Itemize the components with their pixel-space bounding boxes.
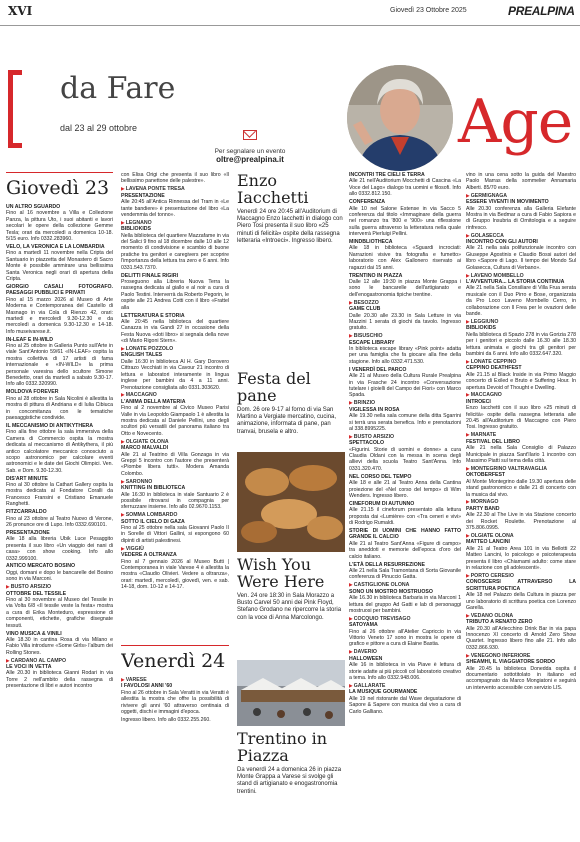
- section-title-red: Age: [458, 87, 573, 157]
- event-title: IN-LEAF E IN-WILD: [6, 336, 53, 343]
- feature-text: Ven. 24 ore 18:30 in Sala Morazzo a Busto Carvel 50 anni dei Pink Floyd, Stefano Grodano ne ripercorre la storia con la voce di Anna Marcolongo.: [237, 593, 342, 621]
- event-item: [349, 474, 461, 500]
- newspaper-logo: PREALPINA: [508, 4, 575, 18]
- event-text: Fino al 30 novembre al Museo del Tessile in via Volta 6/8 «Il tessile veste la festa» mostra a cura di Erika Monteduro, espressione di componenti, etichette, grafiche disegnate tessuti.: [6, 596, 113, 629]
- event-item: [121, 352, 229, 390]
- event-title: INCONTRI TRE CIELI E TERRA: [349, 172, 425, 178]
- event-text: Alle 18 e alle 21 al Teatro Anna della Cantina proiezione del «Nel corso del tempo» di Wim Wenders. Ingresso libero.: [349, 480, 461, 499]
- event-text: Dalle 16:30 in biblioteca Al H. Gary Dorovero Cittrazo Vecchiati in via Cavour 21 incontro di lettura e laboratori interamente in lingua inglese per bambini da 4 a 11 anni. Prenotazione consigliata allo 0331.303620.: [121, 358, 229, 391]
- event-text: Fino al 25 ottobre in Galleria Punto sull'Arte in viale Sant'Antonio 59/61 «IN-LEAF» ospita la mostra collettiva di 17 artisti di fama internazionale e «IN-WILD» la prima personale varesina dello scultore Simone Benedetto, orari da martedì a sabato 9.30-17. Info allo 0332.320990.: [6, 343, 113, 388]
- event-location: ▶ BUSTO ARSIZIO: [6, 584, 113, 590]
- event-text: Fino alla fine ottobre la sala immersiva della Camera di Commercio ospita la mostra dedicata al meccanismo di Antikythera, il più antico calcolatore meccanico conosciuto a scopo astronomico per calcolare eventi astronomici e le date dei Giochi Olimpici. Ven. Sab. e Dom. 9.30-12.30.: [6, 429, 113, 474]
- event-text: con Elisa Origi che presenta il suo libro «Il bellissimo panettone delle palestre».: [121, 172, 229, 185]
- event-item: [349, 306, 461, 332]
- event-text: Nella biblioteca di Spazio 278 in via Gorizia 278 per i genitori e piccolo dalle 16.30 alle 18.30 lettura animata e giochi tra gli genitori per bambini da 6 anni. Info allo 0332.647.320.: [466, 331, 576, 357]
- event-title: MINDBLIOTHECA: [349, 239, 393, 246]
- event-title: ESCAPE LIBRARY: [349, 339, 395, 346]
- feature-festa: [237, 370, 345, 436]
- event-text: Dalle 12 alle 19:30 in piazza Monte Grappa i sono le bancarelle dell'artigianato e dell'enogastronomia tipiche trentine.: [349, 279, 461, 298]
- header-date: Giovedì 23 Ottobre 2025: [390, 7, 467, 14]
- bread-photo: [237, 452, 345, 552]
- day-heading-friday: Venerdì 24: [121, 650, 226, 672]
- event-title: I FAVOLOSI ANNI '60: [121, 683, 173, 690]
- event-text: Fino al 2 novembre al Civico Museo Parisi Valle in via Leopoldo Giampaolo 1 è allestita la mostra dedicata al Daniele Pellini, uno degli scultori più versatili del panorama italiano tra Otto e Novecento.: [121, 405, 229, 437]
- event-text: Al Monte Montegrino dalle 19.30 apertura delle stand gastronomico e dalle 21 di concerto con la musica dal vivo.: [466, 478, 576, 498]
- event-list: [6, 204, 113, 690]
- event-title: SPETTACOLO: [349, 440, 385, 447]
- event-location: ▶ LEGGIUNO: [466, 319, 576, 325]
- event-text: Alle 20.30 in biblioteca Gianni Rodari in via Torre 2 nell'ambito della rassegna di presentazione di libri e autori incontro: [6, 670, 113, 690]
- event-text: Alle 21 nella Sala Tramontana di Sorta Giovanile conferenza di Pinuccio Gatta.: [349, 567, 461, 581]
- day-heading-thursday: Giovedì 23: [6, 177, 110, 199]
- event-item: [6, 423, 113, 474]
- event-title: LE VOCI IN VETTA: [6, 664, 52, 671]
- event-text: Fino al 25 ottobre nella sala Giovanni Paolo II in Sorelle di Vittori Gallini, si espongono 60 dipinti di artisti palestinesi.: [121, 525, 229, 544]
- event-title: VEDERE A OLTRANZA: [121, 552, 177, 559]
- event-text: Alle 20.45 la biblioteca Donedda ospita il documentario sottotitolato in italiano ed accompagnato da Marco Mongiatoni e seguirà un intervento accessibile con servizio LIS.: [466, 665, 576, 691]
- feature-title: Festa del pane: [237, 369, 311, 405]
- event-item: [6, 244, 113, 282]
- event-text: Alle 21 al Teatro Area 101 in via Bellotti 22 Matteo Lancini, lo psicologo e psicoterapeuta presenta il libro «Chiamami adulto: come stare in relazione con gli adolescenti».: [466, 545, 576, 571]
- event-title: PARTY BAND: [466, 505, 500, 512]
- event-text: Enzo Iacchetti con il suo libro «25 minuti di felicità» ospite della rassegna letteraria alle 20.45 all'Auditorium di Maccagno con Piero Tosi. Ingresso gratuito.: [466, 405, 576, 431]
- event-title: INTROECI: [466, 398, 491, 405]
- event-text: Alle 18 nel Palazzo della Cultura in piazza per uno laboratorio di scrittura poetica con Lorenzo Garella.: [466, 592, 576, 611]
- event-item: [349, 367, 461, 399]
- event-item: [6, 284, 113, 335]
- day-divider: [6, 172, 113, 173]
- event-item: [349, 239, 461, 271]
- event-title: ANTICO MERCATO BOSINO: [6, 563, 75, 570]
- event-location: ▶ MACCAGNO: [121, 392, 229, 398]
- event-item: [6, 204, 113, 242]
- event-location: ▶ LAVENO MOMBELLO: [466, 273, 576, 279]
- event-text: Alle 21 nella Sala Consiglio di Palazzo Municipale in piazza Sant'Ilario 1 incontro con Massimo Piatti sul tema della città.: [466, 445, 576, 464]
- event-title: IL MECCANISMO DI ANTIKYTHERA: [6, 422, 94, 429]
- event-item: [121, 273, 229, 311]
- event-title: MARCO MALVALDI: [121, 445, 169, 452]
- event-text: Alle 21 nella Sala Consiliare di Villa Frua serata musicale con il Duo Pirro e Bose, organizzata da Pro Loco Laveno Mombello Cerro, in collaborazione con Il Frea per le ovazioni delle bande.: [466, 285, 576, 318]
- event-item: [121, 172, 229, 185]
- event-item: [466, 239, 576, 271]
- event-item: [121, 193, 229, 219]
- event-location: ▶ LEGNANO: [121, 220, 229, 226]
- event-list: [349, 172, 461, 715]
- event-location: ▶ BISUSCHIO: [349, 333, 461, 339]
- event-item: [6, 509, 113, 528]
- event-location: ▶ BUSTO ARSIZIO: [349, 434, 461, 440]
- event-title: OKTOBERFEST: [466, 472, 506, 479]
- event-location: ▶ VENEGONO INFERIORE: [466, 653, 576, 659]
- event-title: BIBLIOKIDS: [466, 325, 496, 332]
- event-item: [121, 445, 229, 477]
- event-list: [466, 172, 576, 691]
- event-item: [6, 631, 113, 657]
- event-title: CONOSCERSI ATTRAVERSO LA SCRITTURA POETICA: [466, 579, 576, 592]
- event-title: SATOYAMA: [349, 622, 378, 629]
- event-item: [6, 389, 113, 421]
- event-location: ▶ OLGIATE OLONA: [121, 439, 229, 445]
- event-item: [121, 717, 229, 723]
- event-title: DIS'ART MINUTE: [6, 475, 48, 482]
- event-item: [349, 589, 461, 615]
- event-text: Ingresso libero. Info allo 0332.255.260.: [121, 716, 211, 723]
- event-item: [466, 279, 576, 317]
- event-location: ▶ PORTO CERESIO: [466, 573, 576, 579]
- event-text: Alle 16:30 in biblioteca in viale Santuario 2 è possibile ritrovarsi in compagnia per sferruzzare insieme. Info allo 02.9670.1153.: [121, 491, 229, 511]
- event-item: [121, 313, 229, 345]
- event-title: PRESENTAZIONE: [121, 192, 165, 199]
- event-text: Alle 21 nella sala polifunzionale incontro con Giuseppe Agostinis e Claudio Bossi autori del libro «Sapore di Lago. Il tempo dei Mondo Sul Golasecca, Cultura di Verbano».: [466, 245, 576, 271]
- event-title: I VENERDÌ DEL PARCO: [349, 366, 407, 373]
- event-title: L'AVVENTURA... LA STORIA CONTINUA: [466, 279, 565, 285]
- event-location: ▶ MORNAGO: [466, 499, 576, 505]
- event-item: [6, 337, 113, 388]
- event-location: ▶ BRINZIO: [349, 400, 461, 406]
- event-text: Proseguono alla Libreria Nuova Terra la rassegna dedicata al giallo e al noir a cura di Paolo Testini. Interverrà da Roberto Pegorin, le ospite alle 21 Andrea Cotti con il libro «Frattel alla: [121, 279, 229, 311]
- event-title: L'ANIMA DELLA MATERIA: [121, 398, 186, 405]
- event-location: ▶ CASTIGLIONE OLONA: [349, 582, 461, 588]
- event-title: LETTERATURA E STORIA: [121, 312, 185, 319]
- event-item: [349, 172, 461, 198]
- event-location: ▶ COCQUIO TREVISAGO: [349, 616, 461, 622]
- event-item: [349, 440, 461, 472]
- event-location: ▶ LAVENA PONTE TRESA: [121, 186, 229, 192]
- event-title: KNITTING IN BIBLIOTECA: [121, 485, 186, 492]
- event-text: Alle 19.30 nella sala comune della ditta Sgarrini si terrà una serata benefica. Info e prenotazioni al 338.8995225.: [349, 413, 461, 432]
- event-item: [349, 622, 461, 648]
- event-title: LA MUSIQUE GOURMANDE: [349, 689, 418, 696]
- mail-address[interactable]: oltre@prealpina.it: [216, 155, 284, 164]
- red-bracket-ornament: [8, 70, 22, 148]
- event-title: L'ETÀ DELLA RESURREZIONE: [349, 561, 425, 568]
- event-item: [466, 439, 576, 465]
- event-title: TRIBUTO A RENATO ZERO: [466, 619, 533, 626]
- feature-title: Trentino in Piazza: [237, 729, 328, 765]
- envelope-icon: [243, 130, 257, 140]
- event-title: CINEFORUM DI AUTUNNO: [349, 500, 415, 507]
- event-title: PRESENTAZIONE: [6, 529, 50, 536]
- event-text: Alle 21.15 il cineforum presentato alla lettura proposta dai «Lumière» con «Tra ceneri e vivi» di Rodrigo Rumaldi.: [349, 507, 461, 527]
- event-text: Alle 21 al Teatro Sant'Anna «Figure di campo» tra aneddoti e memorie dell'epoca d'oro del calcio italiano.: [349, 540, 461, 560]
- event-text: Fino al 15 marzo 2026 al Museo di Arte Moderna e Contemporanea del Castello di Masnago in via Cola di Rienzo 42, orari: martedì e mercoledì 9.30-12.30 e da mercoledì a domenica 9.30-12.30 e 14-18. Info museivarese.it.: [6, 296, 113, 335]
- event-title: BIBLIOKIDS: [121, 226, 151, 233]
- column-1: [6, 172, 113, 691]
- event-item: [6, 664, 113, 690]
- event-location: ▶ VEDANO OLONA: [466, 613, 576, 619]
- event-title: HALLOWEEN: [349, 655, 383, 662]
- column-2-lower: [121, 645, 229, 725]
- mail-caption: Per segnalare un evento: [214, 148, 286, 155]
- section-title: da Fare: [60, 71, 176, 106]
- event-item: [466, 579, 576, 611]
- event-item: [121, 226, 229, 271]
- event-title: ESSERE VIVENTI IN MOVIMENTO: [466, 199, 549, 206]
- event-list: [121, 677, 229, 723]
- column-4: [349, 172, 461, 716]
- event-location: ▶ LONATE CEPPINO: [466, 359, 576, 365]
- event-item: [6, 563, 113, 582]
- event-item: [349, 273, 461, 299]
- column-2: [121, 172, 229, 592]
- feature-text: Dom. 26 ore 9-17 al forno di via San Martino a Vergiate mercatino, cucina, animazione, informata di pane, pan tranvai, brusela e altro.: [237, 407, 337, 435]
- event-title: CONFERENZA: [349, 199, 386, 206]
- event-title: OTTOBRE DEL TESSILE: [6, 590, 67, 597]
- event-text: Fino al 26 ottobre all'Atelier Capriccio in via Vittorio Veneto 17 sono in mostra le opere di grafico e pittore a cura di Elaine Bastia.: [349, 628, 461, 648]
- event-location: ▶ LONATE POZZOLO: [121, 346, 229, 352]
- event-title: VELO, LA VERONICA E LA LOMBARDIA: [6, 243, 105, 250]
- event-text: Alle 20:45 all'Antica Rinnessa del Tram in «Le tante bandiere» è presentazione del libro «La vendemmia del tonno».: [121, 199, 229, 218]
- event-text: Alle 20.30 all'Arlecchino Drink Bar in via papa Innocenzo XI concerto di Arnold Zero Show Quartet. Ingresso libero fino alle 21. Info allo 0332.866.930.: [466, 625, 576, 651]
- event-location: ▶ GOLASECCA: [466, 233, 576, 239]
- event-item: [466, 325, 576, 357]
- event-text: Alle 16.30 in biblioteca Barbaria in via Marconi 1 lettura del gruppo Ad Gatti e lab di personaggi mostruosi per bambini.: [349, 595, 461, 614]
- event-title: TRENTINO IN PIAZZA: [349, 272, 403, 279]
- event-text: Alle 22.30 al The Live in via Stazione concerto dei Rocket Roulette. Prenotazione al 375.806.0995.: [466, 512, 576, 532]
- event-text: Alle 18.30 in cantina Rosa di via Milano e Fabio Villa introdurre «Some Girls» l'album dei Rolling Stones.: [6, 636, 113, 656]
- event-text: Alle 21 al Museo della Cultura Rurale Prealpina in via Frasche 24 incontro «Conversazione tutelare i gioielli del Campo dei Fiori» con Marco Spada.: [349, 373, 461, 399]
- event-text: vino in una cena sotto la guida del Maestro Paolo Marras della sommelier Annamaria Alberti. 85/70 euro.: [466, 172, 576, 191]
- feature-title: Enzo Iacchetti: [237, 171, 309, 207]
- event-text: Alle 20:45 nella biblioteca del quartiere Canazza in via Gandi 27 in occasione della Festa Nuova «doti libro» si segnala della nove «di Mario Rigoni Stern».: [121, 318, 229, 345]
- event-item: [466, 399, 576, 431]
- event-title: SONO UN MOSTRO MOSTRUOSO: [349, 588, 433, 595]
- event-location: ▶ SOMMA LOMBARDO: [121, 512, 229, 518]
- event-item: [466, 659, 576, 691]
- event-location: ▶ VARESE: [121, 677, 229, 683]
- piazza-photo: [237, 660, 345, 726]
- event-location: ▶ MACCAGNO: [466, 392, 576, 398]
- event-location: ▶ CARDANO AL CAMPO: [6, 658, 113, 664]
- event-text: Fino al 23 ottobre al Teatro Nuovo di Verone, 26 pronunce ore di Lupo. Info 0332.690101.: [6, 515, 113, 528]
- event-item: [6, 591, 113, 629]
- event-title: VIGILESSA IN ROSA: [349, 406, 400, 413]
- event-item: [466, 619, 576, 651]
- event-title: MATTEO LANCINI: [466, 539, 510, 546]
- event-title: SHEAMHI, IL VIAGGIATORE SORDO: [466, 659, 556, 666]
- event-text: Alle 19 nel ristorante dal Wave degustazione di Sapore & Sapere con musica dal vivo a cura di Carlo Galliano.: [349, 695, 461, 715]
- event-text: Fino al 30 ottobre la Cathart Gallery ospita la mostra dedicata al Fondatore Coralli da Francesco Fransini e Cristiano Emanuele Ranghetti.: [6, 482, 113, 508]
- event-item: [349, 689, 461, 715]
- event-item: [349, 656, 461, 682]
- feature-title: Wish You Were Here: [237, 555, 325, 591]
- event-text: Fino al 16 novembre a Villa e Collezione Panza, la pittura Uto, i suoi abitanti e lavori secolari le opere della collezione Gemme Tesla; orari da mercoledì a domenica 10-18. 5/15 euro. Info 0332.283960.: [6, 210, 113, 243]
- event-text: Dalle 20.30 alle 23.30 in Sala Letture in via Mazzini 1 serata di giochi da tavolo. Ingresso gratuito.: [349, 312, 461, 332]
- event-item: [349, 340, 461, 366]
- event-title: NEL CORSO DEL TEMPO: [349, 473, 412, 480]
- event-text: Fino al 28 ottobre in Sala Nicolini è allestita la mostra di pittura di Andriana e di Iulia Cibiuca in concomitanza con le tematiche paesaggistiche condivide.: [6, 395, 113, 421]
- event-text: Alle 10 nel Salone Estense in via Sacco 5 conferenza dal titolo «Immaginare della guerra nel romanzo tra '800 e '900» una riflessione sulla guerra attraverso la letteratura nella quale interverrà Pierluigi Pellini.: [349, 205, 461, 238]
- event-item: [121, 519, 229, 545]
- event-item: [6, 530, 113, 562]
- event-item: [349, 528, 461, 560]
- event-text: Oggi, domani e dopo le bancarelle del Bosino sono in via Marconi.: [6, 569, 113, 583]
- event-text: Fino al 7 gennaio 2026 al Museo Butti | Contemporanea in viale Varese 4 è allestita la mostra «Claudio Olivieri. Vedere a oltranza», orari: martedì, mercoledì, giovedì, ven. e sab. 14-18, dom. 10-12 e 14-17.: [121, 558, 229, 591]
- event-location: ▶ VIGGIÙ: [121, 546, 229, 552]
- event-title: GIORGIO CASALI FOTOGRAFO. PAESAGGI PUBBLICI E PRIVATI: [6, 283, 113, 297]
- feature-text: Da venerdì 24 a domenica 26 in piazza Monte Grappa a Varese si svolge gli stand di artigianato e enogastronomia trentini.: [237, 767, 342, 795]
- event-location: ▶ MARNATE: [466, 432, 576, 438]
- event-item: [121, 485, 229, 511]
- event-text: Alle 16 in biblioteca in via Piave è lettura di storie adatte ai più piccoli col laboratorio creativo a tema. Info allo 0332.948.006.: [349, 662, 461, 681]
- feature-enzo: [237, 172, 345, 245]
- event-text: Alle 18 in biblioteca «Sguardi incrociati: Narrazioni visive tra fotografia e fumetto» laboratorio con Alex Gallonero riservato ai ragazzi dai 15 anni.: [349, 245, 461, 271]
- event-item: [349, 562, 461, 581]
- event-title: MOLDOVA FOREVER: [6, 389, 59, 396]
- feature-text: Venerdì 24 ore 20:45 all'Auditorium di Maccagno Enzo Iacchetti in dialogo con Piero Tosi presenta il suo libro «25 minuti di felicità» ospite della rassegna letteraria «Introeci». Ingresso libero.: [237, 209, 343, 244]
- event-text: Alle 21 nell'Auditorium Mocchetti di Cascina «La Voce del Lago» dialogo tra uomini e filosofi. Info allo 0332.812.150.: [349, 178, 461, 198]
- event-item: [121, 683, 229, 715]
- feature-trentino: [237, 730, 345, 796]
- event-text: Alle 21.15 al Black Inside in via Primo Maggio concerto di Exiled e Bruto e Suffering Hour. In apertura Devoid of Thought e Dwelling.: [466, 371, 576, 391]
- event-text: In biblioteca escape library «Pink point» adatta per una famiglia che fa giocare alla fine della stagione. Info allo 0332.471.530.: [349, 346, 461, 365]
- event-location: ▶ MONTEGRINO VALTRAVAGLIA: [466, 466, 576, 472]
- event-text: Fino a martedì 11 novembre nella Cripta del Santuario in piazzetta del Monastero di Sacro Monte è possibile ammirare una bellissima Santa Veronica negli orari di apertura della Cripta.: [6, 250, 113, 282]
- event-item: [121, 552, 229, 590]
- column-5: [466, 172, 576, 693]
- event-item: [466, 365, 576, 391]
- event-title: VINO MUSICA & VINILI: [6, 630, 62, 637]
- portrait-photo: [347, 65, 453, 171]
- event-title: ENGLISH TALES: [121, 352, 163, 359]
- event-location: ▶ BESOZZO: [349, 300, 461, 306]
- event-text: «Figurini. Storie di uomini e donne» a cura Claudia Oldani con la messa in scena degli allievi della scuola Teatro Sant'Anna. Info 0331.320.470.: [349, 446, 461, 472]
- event-item: [466, 506, 576, 532]
- event-title: GAME CLUB: [349, 306, 381, 313]
- event-title: INCONTRO CON GLI AUTORI: [466, 239, 538, 246]
- event-item: [466, 172, 576, 191]
- event-item: [349, 501, 461, 527]
- feature-wish: [237, 556, 345, 622]
- page-number: XVI: [8, 4, 33, 18]
- event-location: ▶ GERMIGNAGA: [466, 193, 576, 199]
- event-item: [466, 539, 576, 571]
- event-text: Alle 18 alla libreria Ubik Luce Pesaggito presenta il suo libro «Un viaggio dei nani di casa» con show cooking. Info allo 0332.999100.: [6, 536, 113, 562]
- event-title: DELITTI FINALE RIGIRI: [121, 272, 179, 279]
- event-location: ▶ GALLARATE: [349, 683, 461, 689]
- event-item: [121, 399, 229, 437]
- event-location: ▶ DAVERIO: [349, 649, 461, 655]
- event-location: ▶ OLGIATE OLONA: [466, 533, 576, 539]
- event-title: CEPPINO DEATHFEST: [466, 365, 522, 372]
- event-text: Alle 20.30 conferenza alla Galleria Elefante Mostra in via Bedmar a cura di Fabio Sapiora e di Gruppo Insubria di Ornitologia e a seguire rinfresco.: [466, 205, 576, 231]
- event-title: FESTIVAL DEL LIBRO: [466, 438, 520, 445]
- event-text: Nella biblioteca del quartiere Mazzafame in via del Salici 9 fino al 18 dicembre dalle 10 alle 12 momento di condivisione e scambio di buone pratiche tra genitori e caregivers per scoprire l'importanza della lettura tra zero e 6 anni. Info 0331.543.7370.: [121, 232, 229, 271]
- event-item: [466, 199, 576, 231]
- event-title: STORIE DI UOMINI CHE HANNO FATTO GRANDE IL CALCIO: [349, 528, 461, 541]
- event-title: SOTTO IL CIELO DI GAZA: [121, 518, 185, 525]
- day-divider: [121, 645, 229, 646]
- event-text: Fino al 26 ottobre in Sala Veratti in via Veratti è allestita la mostra che offre la possibilità di rivivere gli anni '60 attraverso centinaia di oggetti, dischi e immagini d'epoca.: [121, 689, 229, 716]
- event-location: ▶ SARONNO: [121, 479, 229, 485]
- date-range: dal 23 al 29 ottobre: [60, 123, 138, 133]
- event-item: [349, 199, 461, 237]
- event-text: Alle 21 al Teatrino di Villa Gonzaga in via Greppi 5 incontro con l'autore che presenterà «Piombe libera tutti». Modera Amanda Colombo.: [121, 451, 229, 477]
- mail-box: [200, 130, 300, 164]
- event-title: UN ALTRO SGUARDO: [6, 204, 61, 210]
- event-item: [349, 407, 461, 433]
- event-list: [121, 172, 229, 591]
- event-item: [6, 476, 113, 508]
- event-item: [466, 472, 576, 498]
- page-header: [0, 0, 580, 26]
- event-title: FITZCARRALDO: [6, 509, 47, 516]
